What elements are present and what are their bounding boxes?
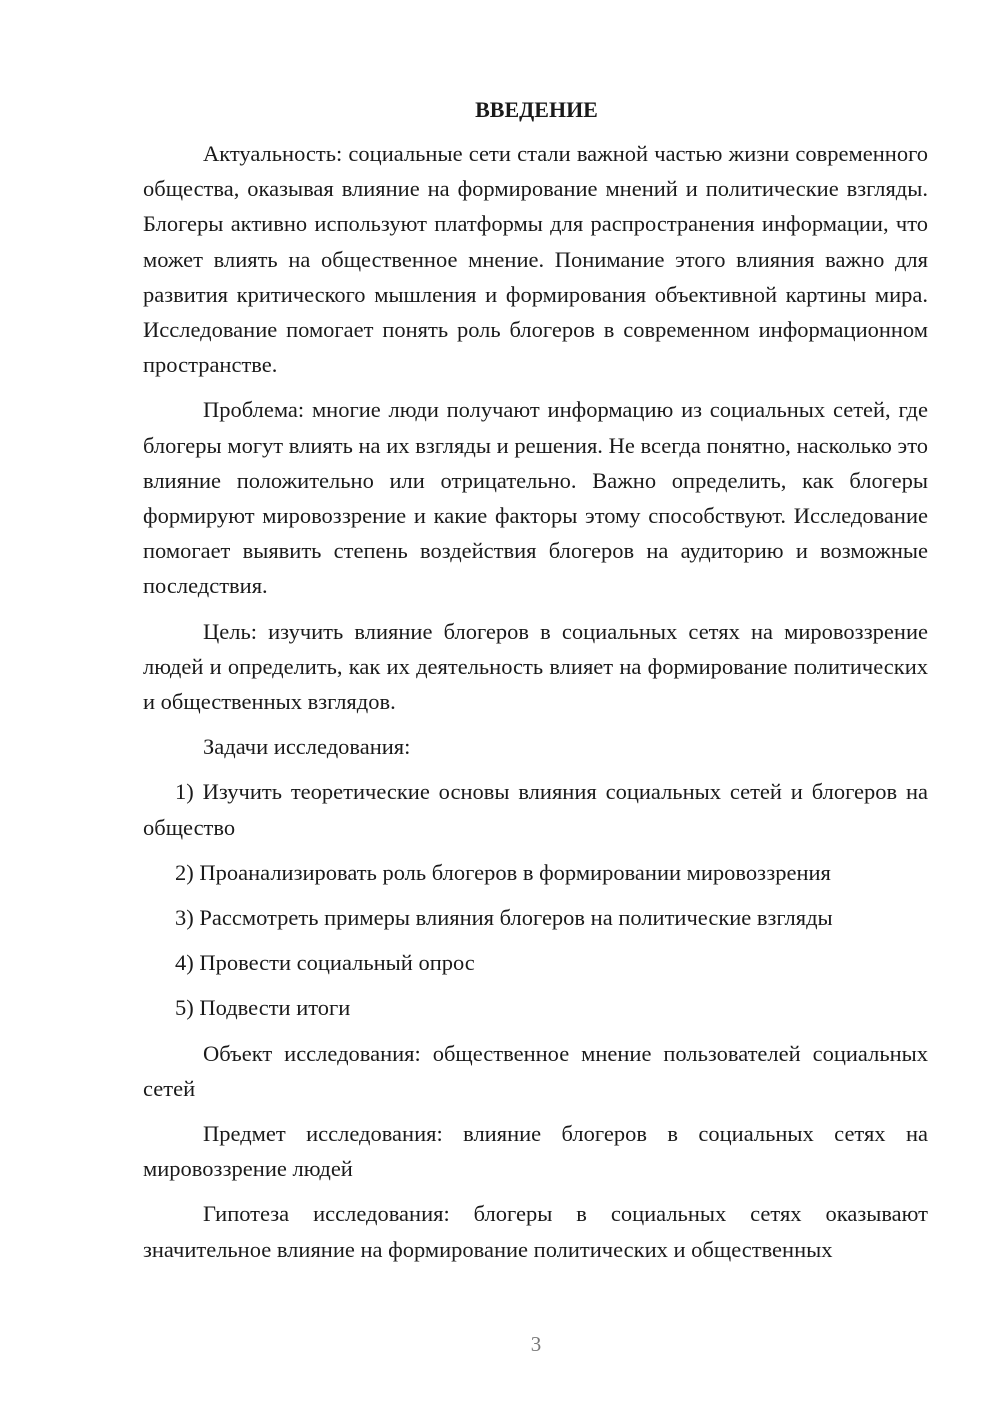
- paragraph-subject: Предмет исследования: влияние блогеров в социальных сетях на мировоззрение людей: [143, 1121, 928, 1182]
- tasks-heading: Задачи исследования:: [203, 734, 411, 760]
- page-number: 3: [530, 1332, 542, 1356]
- task-item: 3) Рассмотреть примеры влияния блогеров на политические взгляды: [175, 905, 833, 931]
- document-page: [143, 92, 928, 1277]
- task-item: 1) Изучить теоретические основы влияния социальных сетей и блогеров на общество: [143, 779, 928, 840]
- paragraph-problem: Проблема: многие люди получают информацию из социальных сетей, где блогеры могут влиять на их взгляды и решения. Не всегда понятно, насколько это влияние положительно или отрицательно. Важно определить, как блогеры формируют мировоззрение и какие факторы этому способствуют. Исследование помогает выявить степень воздействия блогеров на аудиторию и возможные последствия.: [143, 397, 928, 599]
- paragraph-object: Объект исследования: общественное мнение пользователей социальных сетей: [143, 1040, 928, 1101]
- task-item: 4) Провести социальный опрос: [175, 950, 475, 976]
- task-item: 2) Проанализировать роль блогеров в формировании мировоззрения: [175, 859, 831, 885]
- section-title: ВВЕДЕНИЕ: [475, 97, 598, 122]
- paragraph-relevance: Актуальность: социальные сети стали важной частью жизни современного общества, оказывая влияние на формирование мнений и политические взгляды. Блогеры активно используют платформы для распространения информации, что может влиять на общественное мнение. Понимание этого влияния важно для развития критического мышления и формирования объективной картины мира. Исследование помогает понять роль блогеров в современном информационном пространстве.: [143, 141, 928, 378]
- paragraph-hypothesis: Гипотеза исследования: блогеры в социальных сетях оказывают значительное влияние на формирование политических и общественных: [143, 1201, 928, 1262]
- paragraph-goal: Цель: изучить влияние блогеров в социальных сетях на мировоззрение людей и определить, как их деятельность влияет на формирование политических и общественных взглядов.: [143, 618, 928, 715]
- task-item: 5) Подвести итоги: [175, 995, 351, 1021]
